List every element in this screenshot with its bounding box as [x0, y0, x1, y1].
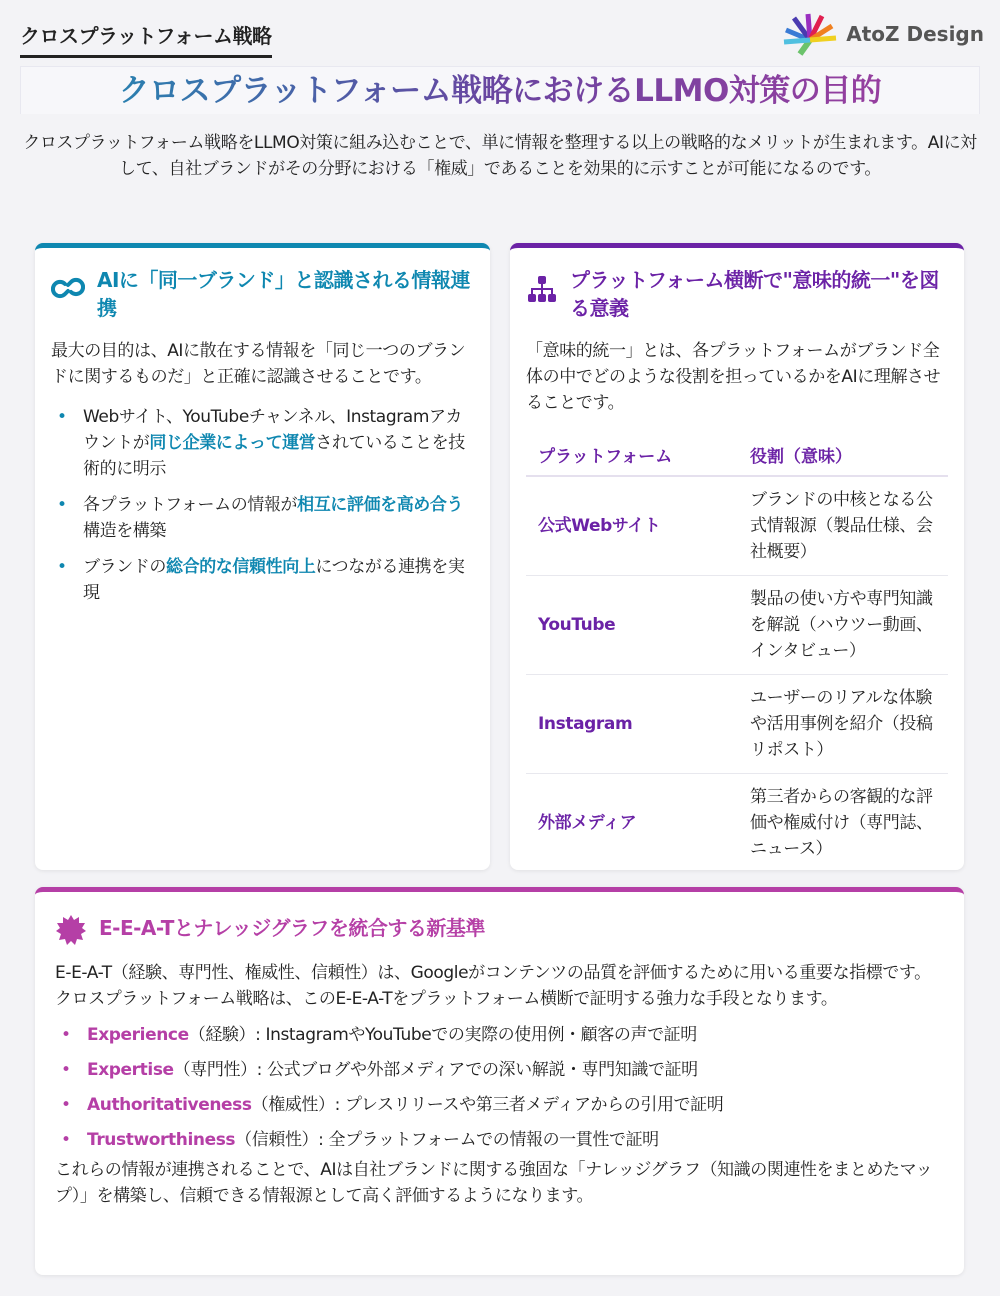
text: （経験）: InstagramやYouTubeでの実際の使用例・顧客の声で証明	[188, 1025, 697, 1045]
text: （権威性）: プレスリリースや第三者メディアからの引用で証明	[251, 1095, 724, 1115]
list-item	[55, 1092, 944, 1118]
list-item	[55, 1022, 944, 1048]
text: 構造を構築	[83, 521, 166, 541]
logo-text: AtoZ Design	[846, 22, 984, 46]
intro-text: クロスプラットフォーム戦略をLLMO対策に組み込むことで、単に情報を整理する以上の戦略的なメリットが生まれます。AIに対して、自社ブランドがその分野における「権威」であることを効果的に示すことが可能になるのです。	[23, 133, 977, 179]
main-title: クロスプラットフォーム戦略におけるLLMO対策の目的	[21, 67, 979, 115]
card-title: プラットフォーム横断で"意味的統一"を図る意義	[570, 268, 939, 320]
platform-cell: Instagram	[526, 675, 738, 774]
platform-cell: 外部メディア	[538, 813, 637, 833]
bullet-list	[51, 404, 474, 606]
highlight: Trustworthiness	[87, 1130, 236, 1150]
list-item	[55, 1127, 944, 1153]
column-header: 役割（意味）	[738, 434, 948, 476]
list-item	[51, 554, 474, 606]
logo	[780, 12, 984, 56]
brand-linking-card	[35, 243, 490, 870]
highlight: Experience	[87, 1025, 189, 1045]
role-cell: 第三者からの客観的な評価や権威付け（専門誌、ニュース）	[750, 787, 933, 859]
table-row	[526, 675, 948, 774]
highlight: 総合的な信頼性向上	[166, 557, 316, 577]
logo-fan-icon	[780, 12, 840, 56]
highlight: 同じ企業によって運営	[149, 433, 316, 453]
role-cell: 製品の使い方や専門知識を解説（ハウツー動画、インタビュー）	[738, 576, 948, 675]
sitemap-icon	[526, 274, 558, 304]
list-item	[51, 492, 474, 544]
card-body: 最大の目的は、AIに散在する情報を「同じ一つのブランドに関するものだ」と正確に認識させることです。	[51, 341, 466, 387]
highlight: Expertise	[87, 1060, 174, 1080]
text: 各プラットフォームの情報が	[83, 495, 298, 515]
card-body: 「意味的統一」とは、各プラットフォームがブランド全体の中でどのような役割を担っているかをAIに理解させることです。	[526, 341, 941, 413]
eeat-card	[35, 887, 964, 1275]
text: （専門性）: 公式ブログや外部メディアでの深い解説・専門知識で証明	[173, 1060, 698, 1080]
card-body: E-E-A-T（経験、専門性、権威性、信頼性）は、Googleがコンテンツの品質を評価するために用いる重要な指標です。クロスプラットフォーム戦略は、このE-E-A-Tをプラットフォーム横断で証明する強力な手段となります。	[55, 963, 931, 1009]
eeat-list	[55, 1022, 944, 1153]
highlight: 相互に評価を高め合う	[297, 495, 464, 515]
highlight: Authoritativeness	[87, 1095, 252, 1115]
card-footer-text: これらの情報が連携されることで、AIは自社ブランドに関する強固な「ナレッジグラフ（知識の関連性をまとめたマップ）」を構築し、信頼できる情報源として高く評価するようになります。	[55, 1160, 933, 1206]
role-cell: ユーザーのリアルな体験や活用事例を紹介（投稿リポスト）	[738, 675, 948, 774]
list-item	[55, 1057, 944, 1083]
text: Webサイト、YouTubeチャンネル、Instagramアカウントが	[83, 407, 463, 453]
text: ブランドの	[83, 557, 166, 577]
column-header: プラットフォーム	[526, 434, 738, 476]
card-title: E-E-A-Tとナレッジグラフを統合する新基準	[99, 916, 485, 940]
list-item	[51, 404, 474, 482]
role-cell: ブランドの中核となる公式情報源（製品仕様、会社概要）	[738, 476, 948, 576]
text: につながる連携を実現	[83, 557, 465, 603]
platform-role-table	[526, 434, 948, 872]
title-banner	[20, 66, 980, 114]
platform-cell: YouTube	[526, 576, 738, 675]
table-row	[526, 774, 948, 873]
text: されていることを技術的に明示	[83, 433, 465, 479]
link-icon	[51, 274, 85, 302]
card-title: AIに「同一ブランド」と認識される情報連携	[97, 268, 470, 320]
page-header-title: クロスプラットフォーム戦略	[20, 20, 272, 58]
text: （信頼性）: 全プラットフォームでの情報の一貫性で証明	[235, 1130, 659, 1150]
certificate-icon	[55, 914, 87, 946]
table-row	[526, 576, 948, 675]
table-row	[526, 476, 948, 576]
platform-cell: 公式Webサイト	[526, 476, 738, 576]
semantic-unity-card	[510, 243, 964, 870]
